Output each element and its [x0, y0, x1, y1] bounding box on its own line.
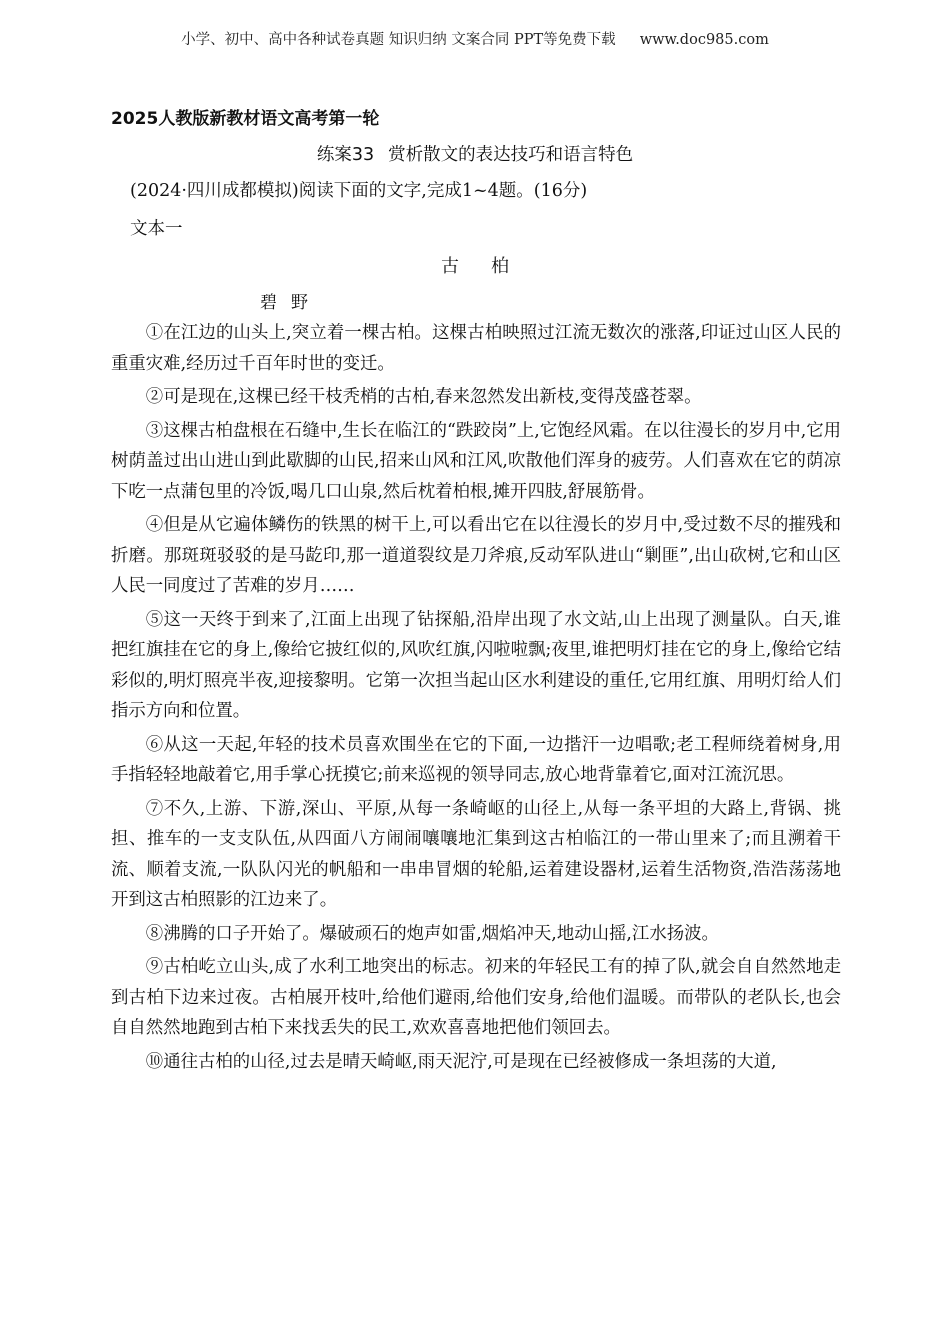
article-body: [111, 318, 841, 1080]
exercise-number: 练案33: [316, 145, 375, 165]
paragraph: ⑥从这一天起,年轻的技术员喜欢围坐在它的下面,一边揩汗一边唱歌;老工程师绕着树身,用手指轻轻地敲着它,用手掌心抚摸它;前来巡视的领导同志,放心地背靠着它,面对江流沉思。: [111, 734, 841, 785]
question-intro: (2024·四川成都模拟)阅读下面的文字,完成1~4题。(16分): [130, 181, 588, 201]
header-site-link[interactable]: www.doc985.com: [639, 32, 769, 48]
paragraph: ⑤这一天终于到来了,江面上出现了钻探船,沿岸出现了水文站,山上出现了测量队。白天,谁把红旗挂在它的身上,像给它披红似的,风吹红旗,闪啦啦飘;夜里,谁把明灯挂在它的身上,像给它结彩似的,明灯照亮半夜,迎接黎明。它第一次担当起山区水利建设的重任,它用红旗、用明灯给人们指示方向和位置。: [111, 609, 841, 721]
article-author: 碧野: [260, 293, 322, 313]
header-text: 小学、初中、高中各种试卷真题 知识归纳 文案合同 PPT等免费下载: [181, 32, 616, 48]
text-label: 文本一: [130, 219, 183, 239]
paragraph: ③这棵古柏盘根在石缝中,生长在临江的“跌跤岗”上,它饱经风霜。在以往漫长的岁月中,它用树荫盖过出山进山到此歇脚的山民,招来山风和江风,吹散他们浑身的疲劳。人们喜欢在它的荫凉下吃一点蒲包里的冷饭,喝几口山泉,然后枕着柏根,摊开四肢,舒展筋骨。: [111, 420, 842, 502]
series-title: 2025人教版新教材语文高考第一轮: [111, 109, 380, 129]
paragraph: ①在江边的山头上,突立着一棵古柏。这棵古柏映照过江流无数次的涨落,印证过山区人民的重重灾难,经历过千百年时世的变迁。: [111, 323, 841, 374]
paragraph: ⑨古柏屹立山头,成了水利工地突出的标志。初来的年轻民工有的掉了队,就会自自然然地走到古柏下边来过夜。古柏展开枝叶,给他们避雨,给他们安身,给他们温暖。而带队的老队长,也会自自然然地跑到古柏下来找丢失的民工,欢欢喜喜地把他们领回去。: [111, 957, 841, 1038]
paragraph: ⑩通往古柏的山径,过去是晴天崎岖,雨天泥泞,可是现在已经被修成一条坦荡的大道,: [145, 1051, 777, 1072]
paragraph: ④但是从它遍体鳞伤的铁黑的树干上,可以看出它在以往漫长的岁月中,受过数不尽的摧残和折磨。那斑斑驳驳的是马龁印,那一道道裂纹是刀斧痕,反动军队进山“剿匪”,出山砍树,它和山区人民一同度过了苦难的岁月……: [111, 515, 841, 596]
paragraph: ⑦不久,上游、下游,深山、平原,从每一条崎岖的山径上,从每一条平坦的大路上,背锅、挑担、推车的一支支队伍,从四面八方闹闹嚷嚷地汇集到这古柏临江的一带山里来了;而且溯着干流、顺着支流,一队队闪光的帆船和一串串冒烟的轮船,运着建设器材,运着生活物资,浩浩荡荡地开到这古柏照影的江边来了。: [111, 798, 841, 910]
page-header: [0, 28, 950, 49]
paragraph: ②可是现在,这棵已经干枝秃梢的古柏,春来忽然发出新枝,变得茂盛苍翠。: [145, 387, 702, 407]
paragraph: ⑧沸腾的口子开始了。爆破顽石的炮声如雷,烟焰冲天,地动山摇,江水扬波。: [145, 923, 719, 944]
exercise-title: 赏析散文的表达技巧和语言特色: [388, 145, 634, 165]
article-title: 古柏: [441, 256, 541, 277]
exercise-heading: [0, 141, 950, 166]
